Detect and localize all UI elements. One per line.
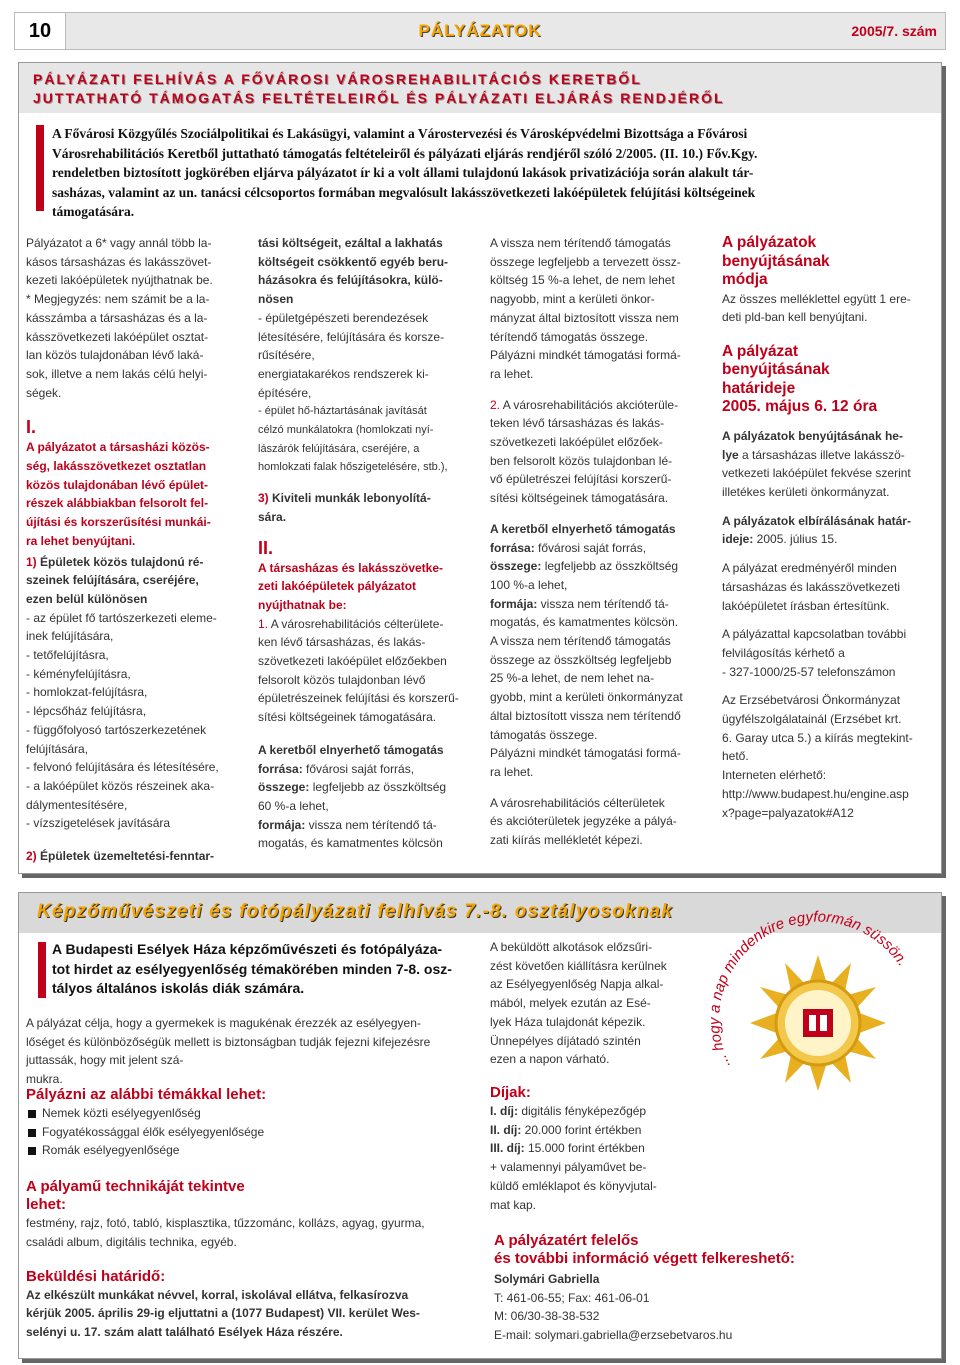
article-column-1: Pályázatot a 6* vagy annál több la- kásos társasházas és lakásszövet- kezeti lakóépületek nyújthatnak be. * Megjegyzés: nem számit be a la- kásszámba a társasházas és a la- kásszövetkezeti lakóépület osztat- lan közös tulajdonában lévő laká- sok, illetve a nem lakás célú helyi- ségek. I. A pályázatot a társasházi közös- ség, lakásszövetkezet osztatlan közös tulajdonában lévő épület- részek alábbiakban felsorolt fel- újítási és korszerűsítési munkái- ra lehet benyújtani. 1) Épületek közös tulajdonú ré- szeinek felújítására, cseréjére, ezen belül különösen - az épület fő tartószerkezeti eleme- inek felújítására, - tetőfelújításra, - kéményfelújításra, - homlokzat-felújításra, - lépcsőház felújításra, - függőfolyosó tartószerkezetének felújítására, - felvonó felújítására és létesítésére, - a lakóépület közös részeinek aka- dálymentesítésére, - vízszigetelések javítására 2) Épületek üzemeltetési-fenntar-	[26, 234, 246, 866]
article-title-line1: PÁLYÁZATI FELHÍVÁS A FŐVÁROSI VÁROSREHABILITÁCIÓS KERETBŐL	[33, 71, 642, 87]
section-II-intro: A társasházas és lakásszövetke- zeti lakóépületek pályázatot nyújthatnak be:	[258, 560, 444, 612]
lead2-red-bar	[38, 942, 46, 998]
section-I-intro: A pályázatot a társasházi közös- ség, lakásszövetkezet osztatlan közös tulajdonában lévő épület- részek alábbiakban felsorolt fel- újítási és korszerűsítési munkái- ra lehet benyújtani.	[26, 440, 211, 548]
contact-email: E-mail: solymari.gabriella@erzsebetvaros.hu	[494, 1328, 733, 1343]
lead-red-bar	[36, 125, 44, 211]
roman-numeral-1: I.	[26, 417, 37, 438]
article-title-line2: JUTTATHATÓ TÁMOGATÁS FELTÉTELEIRŐL ÉS PÁLYÁZATI ELJÁRÁS RENDJÉRŐL	[33, 90, 725, 106]
article2-right-text: A beküldött alkotások előzsűri- zést követően kiállításra kerülnek az Esélyegyenlőség Napja alkal- mából, melyek ezután az Esé- lyek Háza tulajdonát képezik. Ünnepélyes díjátadó szintén ezen a napon várható.	[490, 940, 667, 1067]
contact-block: A pályázatért felelős és további információ végett felkereshető: Solymári Gabriella T: 461-06-55; Fax: 461-06-01 M: 06/30-38-38-532 E-mail: solymari.gabriella@erzsebetvaros.hu	[494, 1232, 934, 1345]
list-item: Fogyatékossággal élők esélyegyenlősége	[26, 1123, 476, 1142]
deadline-title: Beküldési határidő:	[26, 1267, 166, 1285]
esely-sun-logo-icon	[690, 905, 935, 1105]
prizes-title: Díjak:	[490, 1084, 531, 1101]
article-title-band	[19, 63, 941, 113]
article-column-4: A pályázatok benyújtásának módja Az összes melléklettel együtt 1 ere- deti pld-ban kell benyújtani. A pályázat benyújtásának határideje 2005. május 6. 12 óra A pályázatok benyújtásának he- lye a társasházas illetve lakásszö- vetkezeti lakóépület fekvése szerint illetékes kerületi önkormányzat. A pályázatok elbírálásának határ- ideje: 2005. július 15. A pályázat eredményéről minden társasházas és lakásszövetkezeti lakóépületet írásban értesítünk. A pályázattal kapcsolatban további felvilágosítás kérhető a - 327-1000/25-57 telefonszámon Az Erzsébetvárosi Önkormányzat ügyfélszolgálatainál (Erzsébet krt. 6. Garay utca 5.) a kiírás megtekint- hető. Interneten elérhető: http://www.budapest.hu/engine.asp x?page=palyazatok#A12	[722, 234, 913, 820]
article2-lead: A Budapesti Esélyek Háza képzőművészeti és fotópályáza- tot hirdet az esélyegyenlőség témakörében minden 7-8. osz- tályos általános iskolás diák számára.	[52, 941, 452, 996]
list-item: Romák esélyegyenlősége	[26, 1141, 476, 1160]
roman-numeral-2: II.	[258, 537, 274, 558]
article-lead: A Fővárosi Közgyűlés Szociálpolitikai és Lakásügyi, valamint a Várostervezési és Városképvédelmi Bizottsága a Fővárosi Városrehabilitációs Keretből juttatható támogatás feltételeiről és pályázati eljárás rendjéről szóló 2/2005. (II. 10.) Főv.Kgy. rendeletben biztosított jogkörében eljárva pályázatot ír ki a volt állami tulajdonú lakások privatizációja során alakult tár- sasházas, valamint az un. tanácsi célcsoportos formában megvalósult lakásszövetkezeti lakóépületek felújítási költségeinek támogatására.	[52, 126, 758, 219]
svg-text:... hogy a nap mindenkire egyf: ... hogy a nap mindenkire egyformán süssön.	[706, 908, 912, 1071]
contact-name: Solymári Gabriella	[494, 1272, 600, 1286]
section-title: PÁLYÁZATOK	[418, 21, 542, 40]
article-column-2: tási költségeit, ezáltal a lakhatás költségeit csökkentő egyéb beru- házásokra és felújításokra, külö- nösen - épületgépészeti berendezések létesítésére, felújítására és korsze- rűsítésére, energiatakarékos rendszerek ki- építésére, - épület hő-háztartásának javítását célzó munkálatokra (homlokzati nyí- lászárók felújítására, cseréjére, a homlokzati falak hőszigetelésére, stb.), 3) Kiviteli munkák lebonyolítá- sára. II. A társasházas és lakásszövetke- zeti lakóépületek pályázatot nyújthatnak be: 1. A városrehabilitációs célterülete- ken lévő társasházas, és lakás- szövetkezeti lakóépület előzőekben felsorolt közös tulajdonban lévő épületrészeinek felújítási és korszerű- sítési költségeinek támogatására. A keretből elnyerhető támogatás forrása: fővárosi saját forrás, összege: legfeljebb az összköltség 60 %-a lehet, formája: vissza nem térítendő tá- mogatás, és kamatmentes kölcsön	[258, 234, 478, 853]
article-column-3: A vissza nem térítendő támogatás összege legfeljebb a tervezett össz- költség 15 %-a lehet, de nem lehet nagyobb, mint a kerületi önkor- mányzat által biztosított vissza nem térítendő támogatás összege. Pályázni mindkét támogatási formá- ra lehet. 2. A városrehabilitációs akcióterüle- teken lévő társasházas és lakás- szövetkezeti lakóépület előzőek- ben felsorolt közös tulajdonban lé- vő épületrészei felújítási korszerű- sítési költségeinek támogatására. A keretből elnyerhető támogatás forrása: fővárosi saját forrás, összege: legfeljebb az összköltség 100 %-a lehet, formája: vissza nem térítendő tá- mogatás, és kamatmentes kölcsön. A vissza nem térítendő támogatás összege az összköltség legfeljebb 25 %-a lehet, de nem lehet na- gyobb, mint a kerületi önkormányzat által biztosított vissza nem térítendő támogatás összege. Pályázni mindkét támogatási formá- ra lehet. A városrehabilitációs célterületek és akcióterületek jegyzéke a pályá- zati kiírás mellékletét képezi.	[490, 236, 683, 848]
article2-title: Képzőművészeti és fotópályázati felhívás 7.-8. osztályosoknak	[37, 901, 674, 922]
list-item: Nemek közti esélyegyenlőség	[26, 1104, 476, 1123]
themes-list	[26, 1104, 476, 1160]
article2-left-column: Pályázni az alábbi témákkal lehet: Nemek közti esélyegyenlőség Fogyatékossággal élők esélyegyenlősége Romák esélyegyenlősége A pályamű technikáját tekintve lehet: festmény, rajz, fotó, tabló, kisplasztika, tűzzománc, kollázs, agyag, gyurma, családi album, digitális technika, egyéb. Beküldési határidő: Az elkészült munkákat névvel, korral, iskolával ellátva, felkasírozva kérjük 2005. április 29-ig eljuttatni a (1077 Budapest) VII. kerület Wes- selényi u. 17. szám alatt található Esélyek Háza részére.	[26, 1086, 476, 1342]
themes-title: Pályázni az alábbi témákkal lehet:	[26, 1086, 267, 1103]
page-number: 10	[15, 13, 66, 49]
prizes-block: Díjak: I. díj: digitális fényképezőgép II. díj: 20.000 forint értékben III. díj: 15.000 forint értékben + valamennyi pályaművet be- küldő emléklapot és könyvjutal- mat kap.	[490, 1084, 690, 1214]
article2-intro: A pályázat célja, hogy a gyermekek is magukénak érezzék az esélyegyen- lőséget és különbözőségük mellett is biztonságban tudják fejezni kifejezésre juttassák, hogy mit jelent szá- mukra.	[26, 1016, 431, 1087]
page-header	[14, 12, 946, 50]
issue-label: 2005/7. szám	[851, 23, 937, 39]
